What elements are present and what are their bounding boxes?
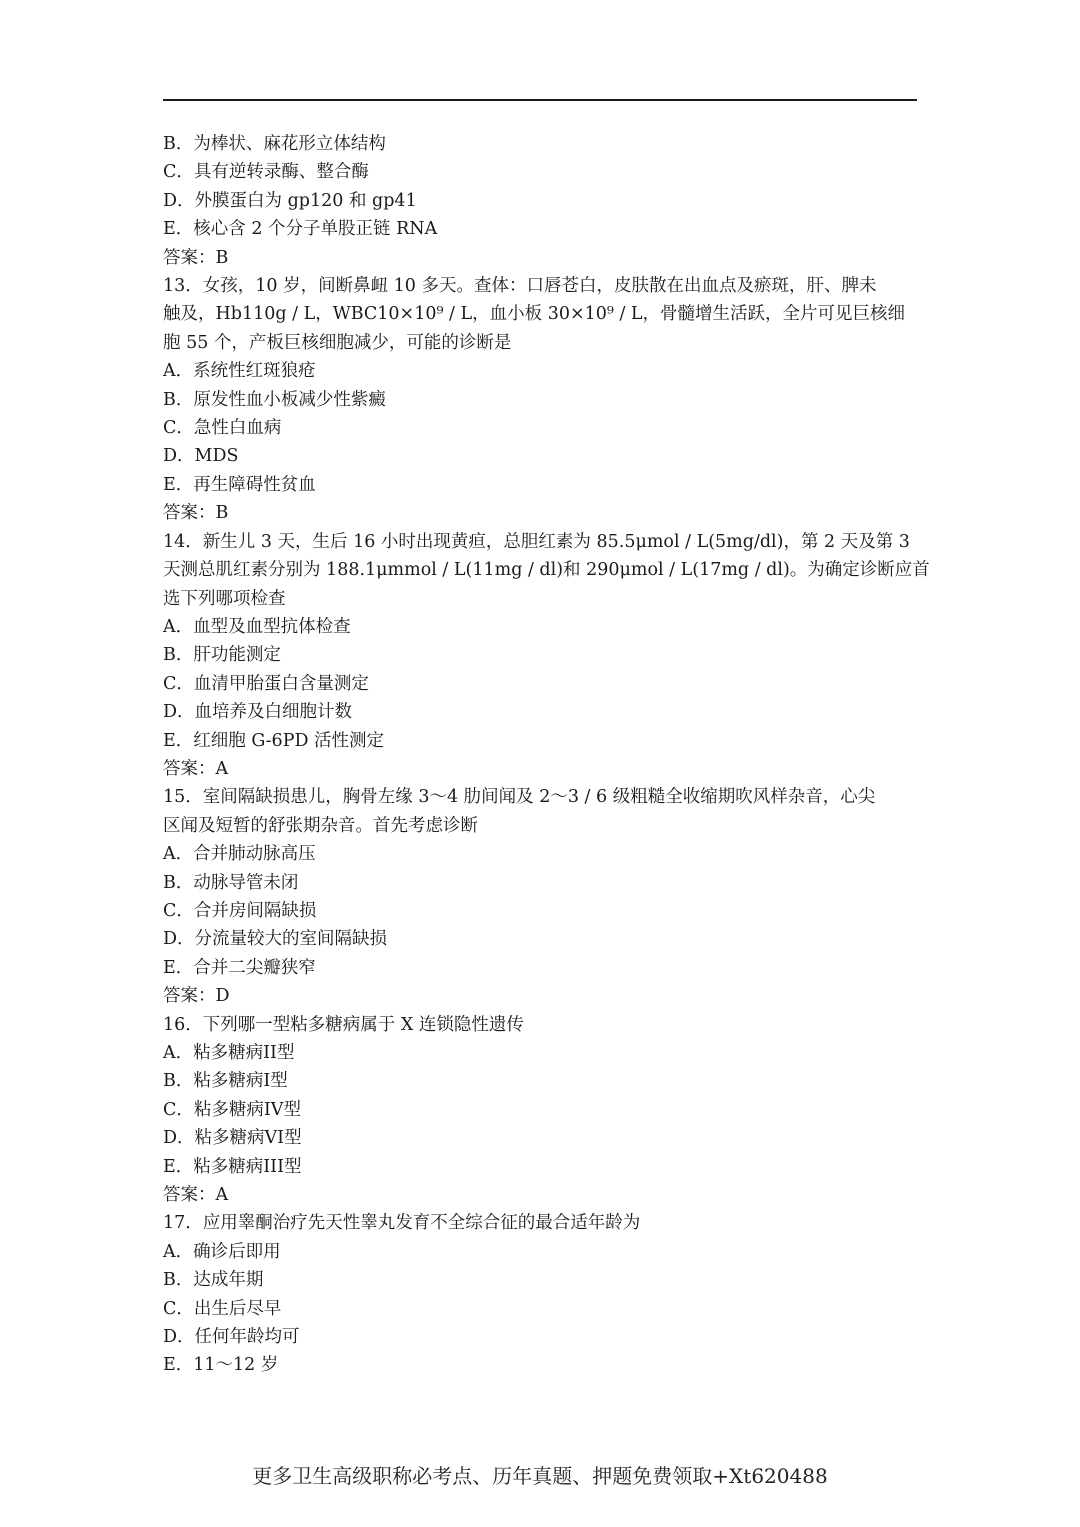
question-stem-line: 16．下列哪一型粘多糖病属于 X 连锁隐性遗传 bbox=[163, 1014, 524, 1035]
question-14 bbox=[163, 528, 930, 784]
question-16 bbox=[163, 1011, 918, 1210]
option-line: D．外膜蛋白为 gp120 和 gp41 bbox=[163, 190, 417, 211]
question-12 bbox=[163, 130, 918, 272]
answer-line: 答案：B bbox=[163, 247, 229, 268]
option-line: E．核心含 2 个分子单股正链 RNA bbox=[163, 219, 438, 240]
option-line: A．血型及血型抗体检查 bbox=[163, 616, 351, 637]
option-line: C．合并房间隔缺损 bbox=[163, 900, 317, 921]
option-line: B．原发性血小板减少性紫癜 bbox=[163, 389, 386, 410]
option-line: C．出生后尽早 bbox=[163, 1298, 282, 1319]
footer-promo-text: 更多卫生高级职称必考点、历年真题、押题免费领取+Xt620488 bbox=[252, 1464, 828, 1488]
page-body bbox=[163, 130, 930, 1380]
option-line: E．合并二尖瓣狭窄 bbox=[163, 957, 316, 978]
option-line: E．再生障碍性贫血 bbox=[163, 474, 316, 495]
option-line: E．粘多糖病III型 bbox=[163, 1156, 302, 1177]
answer-line: 答案：B bbox=[163, 503, 229, 524]
option-line: D．分流量较大的室间隔缺损 bbox=[163, 929, 388, 950]
option-line: D．MDS bbox=[163, 446, 239, 467]
option-line: B．肝功能测定 bbox=[163, 645, 281, 666]
answer-line: 答案：A bbox=[163, 758, 229, 779]
question-stem-line: 13．女孩，10 岁，间断鼻衄 10 多天。查体：口唇苍白，皮肤散在出血点及瘀斑，肝、脾未 bbox=[163, 276, 877, 297]
question-stem-line: 区闻及短暂的舒张期杂音。首先考虑诊断 bbox=[163, 815, 478, 836]
answer-line: 答案：D bbox=[163, 986, 230, 1007]
question-stem-line: 15．室间隔缺损患儿，胸骨左缘 3～4 肋间闻及 2～3 / 6 级粗糙全收缩期吹风样杂音，心尖 bbox=[163, 787, 876, 808]
option-line: D．血培养及白细胞计数 bbox=[163, 702, 353, 723]
question-stem-line: 胞 55 个，产板巨核细胞减少，可能的诊断是 bbox=[163, 332, 512, 353]
option-line: A．系统性红斑狼疮 bbox=[163, 361, 316, 382]
option-line: E．红细胞 G-6PD 活性测定 bbox=[163, 730, 385, 751]
question-13 bbox=[163, 272, 918, 528]
question-17 bbox=[163, 1209, 918, 1379]
header-rule bbox=[163, 99, 917, 101]
option-line: B．粘多糖病I型 bbox=[163, 1071, 288, 1092]
question-stem-line: 触及，Hb110g / L，WBC10×10⁹ / L，血小板 30×10⁹ / L，骨髓增生活跃，全片可见巨核细 bbox=[163, 304, 906, 325]
option-line: C．粘多糖病IV型 bbox=[163, 1099, 301, 1120]
option-line: B．达成年期 bbox=[163, 1270, 264, 1291]
question-stem-line: 天测总肌红素分别为 188.1μmmol / L(11mg / dl)和 290μmol / L(17mg / dl)。为确定诊断应首 bbox=[163, 560, 930, 581]
option-line: C．血清甲胎蛋白含量测定 bbox=[163, 673, 369, 694]
answer-line: 答案：A bbox=[163, 1185, 229, 1206]
option-line: A．合并肺动脉高压 bbox=[163, 844, 316, 865]
option-line: D．任何年龄均可 bbox=[163, 1327, 300, 1348]
question-15 bbox=[163, 783, 918, 1010]
option-line: A．粘多糖病II型 bbox=[163, 1043, 295, 1063]
option-line: D．粘多糖病VI型 bbox=[163, 1128, 302, 1149]
question-stem-line: 17．应用睾酮治疗先天性睾丸发育不全综合征的最合适年龄为 bbox=[163, 1213, 641, 1234]
option-line: A．确诊后即用 bbox=[163, 1241, 281, 1262]
option-line: C．急性白血病 bbox=[163, 418, 282, 439]
option-line: E．11～12 岁 bbox=[163, 1355, 279, 1376]
option-line: B．为棒状、麻花形立体结构 bbox=[163, 134, 386, 154]
option-line: C．具有逆转录酶、整合酶 bbox=[163, 162, 369, 183]
question-stem-line: 选下列哪项检查 bbox=[163, 588, 286, 609]
option-line: B．动脉导管未闭 bbox=[163, 872, 299, 893]
question-stem-line: 14．新生儿 3 天，生后 16 小时出现黄疸，总胆红素为 85.5μmol / L(5mg/dl)，第 2 天及第 3 bbox=[163, 531, 910, 552]
